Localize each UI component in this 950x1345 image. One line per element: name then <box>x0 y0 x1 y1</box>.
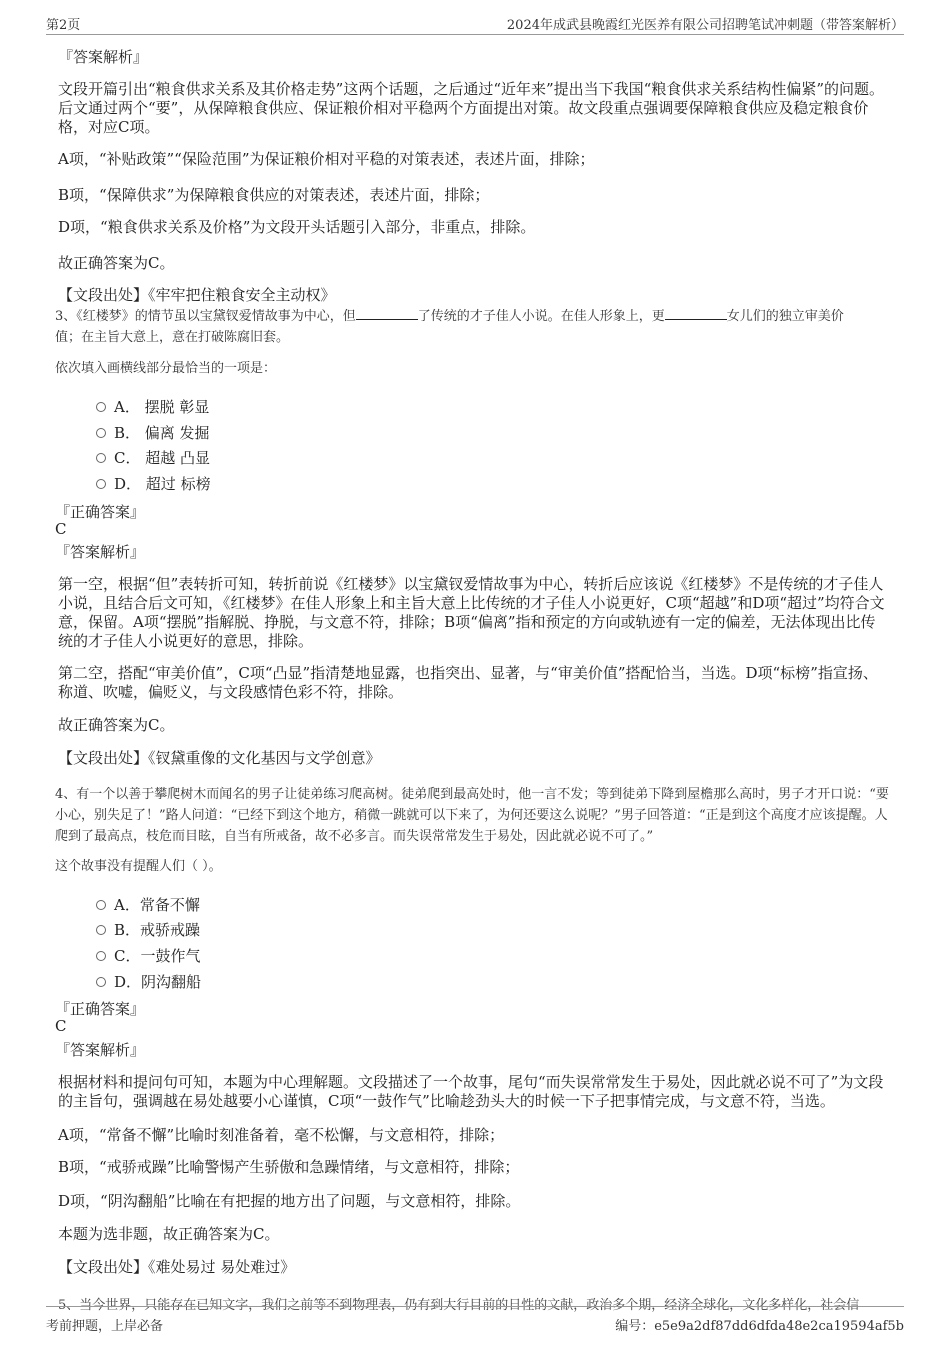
next-question-cut-line: 5、当今世界，只能存在已知文字，我们之前等不到物理表，仍有到大行目前的日性的文献，政治多个期，经济全球化，文化多样化，社会信 <box>58 1298 860 1313</box>
q4-option-d[interactable]: D．阴沟翻船 <box>96 971 201 992</box>
q3-option-a[interactable]: A． 摆脱 彰显 <box>96 396 209 417</box>
document-id: 编号：e5e9a2df87dd6dfda48e2ca19594af5b <box>615 1319 904 1334</box>
q4-prompt: 这个故事没有提醒人们（ ）。 <box>55 859 222 874</box>
q3-source: 【文段出处】《钗黛重像的文化基因与文学创意》 <box>58 749 381 767</box>
radio-icon[interactable] <box>96 977 106 987</box>
q3-prompt: 依次填入画横线部分最恰当的一项是： <box>55 361 277 376</box>
q3-correct-answer: C <box>55 520 67 538</box>
radio-icon[interactable] <box>96 951 106 961</box>
q4-source: 【文段出处】《难处易过 易处难过》 <box>58 1258 296 1276</box>
q3-analysis-p2: 第二空，搭配“审美价值”，C项“凸显”指清楚地显露，也指突出、显著，与“审美价值”搭配恰当，当选。D项“标榜”指宣扬、称道、吹嘘，偏贬义，与文段感情色彩不符，排除。 <box>58 664 878 701</box>
q3-stem-part-c: 女儿们的独立审美价 <box>726 309 844 324</box>
q4-option-c[interactable]: C．一鼓作气 <box>96 945 200 966</box>
q4-analysis-heading: 『答案解析』 <box>55 1041 146 1059</box>
q2-analysis-heading: 『答案解析』 <box>58 48 149 66</box>
q3-stem <box>55 306 890 348</box>
q2-analysis-p2: A项，“补贴政策”“保险范围”为保证粮价相对平稳的对策表述，表述片面，排除； <box>58 150 595 168</box>
q3-option-d[interactable]: D． 超过 标榜 <box>96 473 211 494</box>
q3-blank-1 <box>356 307 418 320</box>
q2-analysis-p4: D项，“粮食供求关系及价格”为文段开头话题引入部分，非重点，排除。 <box>58 218 536 236</box>
q4-correct-heading: 『正确答案』 <box>55 1000 146 1018</box>
q2-analysis-conclusion: 故正确答案为C。 <box>58 254 175 272</box>
q3-correct-heading: 『正确答案』 <box>55 503 146 521</box>
q2-analysis-p1: 文段开篇引出“粮食供求关系及其价格走势”这两个话题，之后通过“近年来”提出当下我国“粮食供求关系结构性偏紧”的问题。后文通过两个“要”，从保障粮食供应、保证粮价相对平稳两个方面提出对策。故文段重点强调要保障粮食供应及稳定粮食价格，对应C项。 <box>58 80 885 136</box>
q4-analysis-p2: A项，“常备不懈”比喻时刻准备着，毫不松懈，与文意相符，排除； <box>58 1126 505 1144</box>
radio-icon[interactable] <box>96 925 106 935</box>
footer-slogan: 考前押题，上岸必备 <box>46 1319 164 1334</box>
q2-analysis-p3: B项，“保障供求”为保障粮食供应的对策表述，表述片面，排除； <box>58 186 490 204</box>
page-footer <box>46 1306 904 1337</box>
q3-option-c[interactable]: C． 超越 凸显 <box>96 447 210 468</box>
radio-icon[interactable] <box>96 453 106 463</box>
q3-stem-part-b: 了传统的才子佳人小说。在佳人形象上，更 <box>417 309 665 324</box>
q4-correct-answer: C <box>55 1017 67 1035</box>
page-number: 第2页 <box>46 18 81 33</box>
radio-icon[interactable] <box>96 428 106 438</box>
q3-analysis-conclusion: 故正确答案为C。 <box>58 716 175 734</box>
q3-stem-part-a: 3、《红楼梦》的情节虽以宝黛钗爱情故事为中心，但 <box>55 309 356 324</box>
page-header <box>46 12 904 35</box>
q3-analysis-p1: 第一空，根据“但”表转折可知，转折前说《红楼梦》以宝黛钗爱情故事为中心，转折后应该说《红楼梦》不是传统的才子佳人小说，且结合后文可知，《红楼梦》在佳人形象上和主旨大意上比传统的才子佳人小说更好，C项“超越”和D项“超过”均符合文意，保留。A项“摆脱”指解脱、挣脱，与文意不符，排除；B项“偏离”指和预定的方向或轨迹有一定的偏差，无法体现出比传统的才子佳人小说更好的意思，排除。 <box>58 575 885 650</box>
q4-analysis-p1: 根据材料和提问句可知，本题为中心理解题。文段描述了一个故事，尾句“而失误常常发生于易处，因此就必说不可了”为文段的主旨句，强调越在易处越要小心谨慎，C项“一鼓作气”比喻趁劲头大的时候一下子把事情完成，与文意不符，当选。 <box>58 1073 884 1110</box>
q4-option-a[interactable]: A．常备不懈 <box>96 894 200 915</box>
radio-icon[interactable] <box>96 479 106 489</box>
q4-analysis-p4: D项，“阴沟翻船”比喻在有把握的地方出了问题，与文意相符，排除。 <box>58 1192 521 1210</box>
q3-option-b[interactable]: B． 偏离 发掘 <box>96 422 210 443</box>
radio-icon[interactable] <box>96 402 106 412</box>
q4-analysis-conclusion: 本题为选非题，故正确答案为C。 <box>58 1225 280 1243</box>
q4-option-b[interactable]: B．戒骄戒躁 <box>96 919 200 940</box>
q3-blank-2 <box>665 307 727 320</box>
document-title: 2024年成武县晚霞红光医养有限公司招聘笔试冲刺题（带答案解析） <box>506 18 904 33</box>
q4-analysis-p3: B项，“戒骄戒躁”比喻警惕产生骄傲和急躁情绪，与文意相符，排除； <box>58 1158 520 1176</box>
q4-stem: 4、有一个以善于攀爬树木而闻名的男子让徒弟练习爬高树。徒弟爬到最高处时，他一言不发；等到徒弟下降到屋檐那么高时，男子才开口说：“要小心，别失足了！”路人问道：“已经下到这个地方，稍微一跳就可以下来了，为何还要这么说呢？”男子回答道：“正是到这个高度才应该提醒。人爬到了最高点，枝危而目眩，自当有所戒备，故不必多言。而失误常常发生于易处，因此就必说不可了。” <box>55 787 889 844</box>
radio-icon[interactable] <box>96 900 106 910</box>
q3-analysis-heading: 『答案解析』 <box>55 543 146 561</box>
q2-source: 【文段出处】《牢牢把住粮食安全主动权》 <box>58 286 336 304</box>
q3-stem-part-d: 值；在主旨大意上，意在打破陈腐旧套。 <box>55 330 290 345</box>
